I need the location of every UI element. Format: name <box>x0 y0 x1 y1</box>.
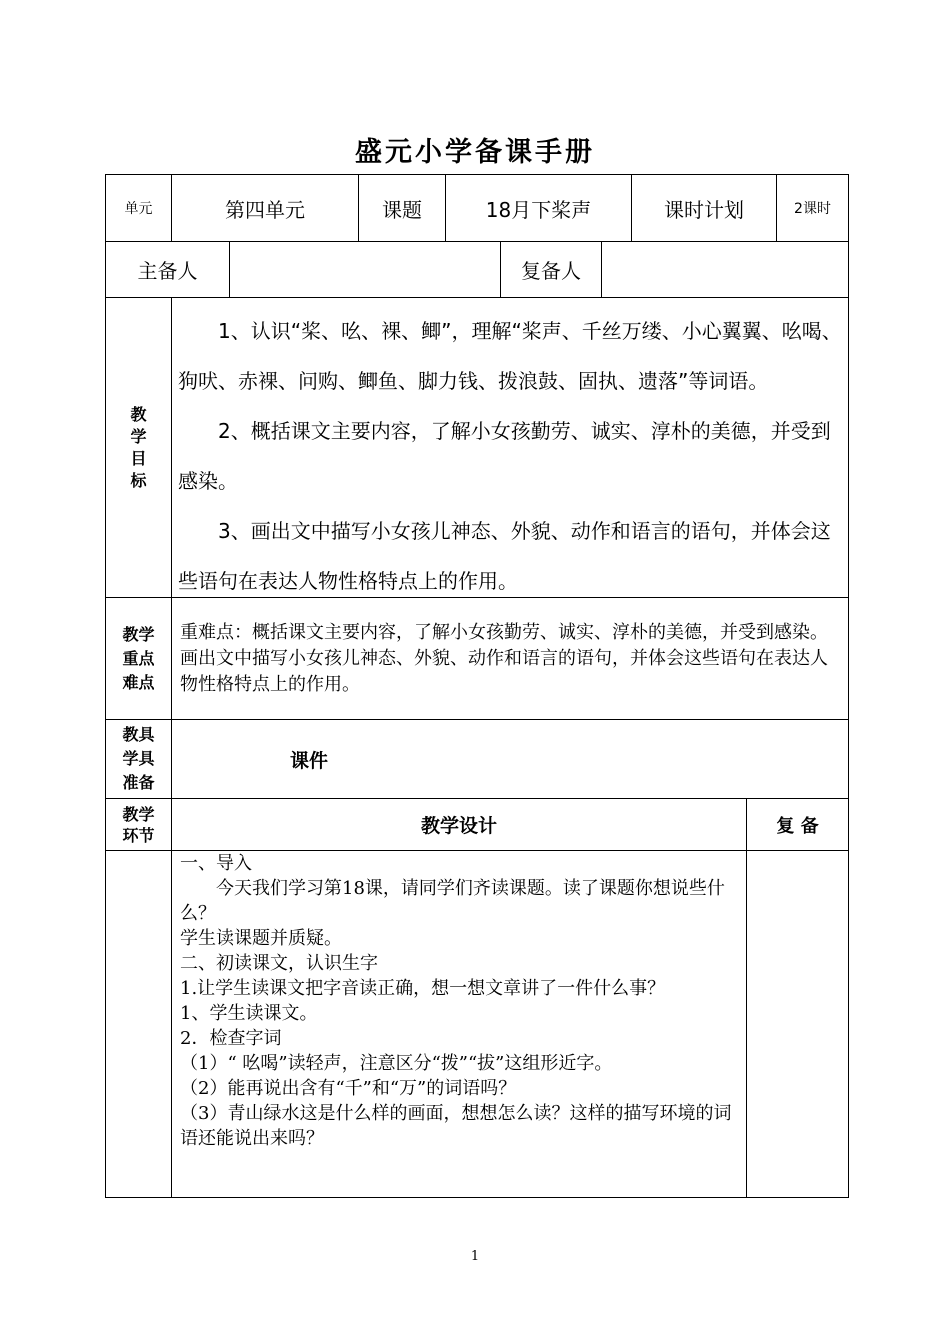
design-line: （3）青山绿水这是什么样的画面，想想怎么读？这样的描写环境的词语还能说出来吗？ <box>180 1103 732 1149</box>
design-line: 1、学生读课文。 <box>180 1003 318 1024</box>
design-stage-label-line: 教学 <box>122 804 155 824</box>
page-number: 1 <box>470 1249 480 1264</box>
topic-label: 课题 <box>359 175 446 241</box>
materials-label <box>106 720 172 798</box>
main-preparer-label: 主备人 <box>106 242 230 297</box>
design-line: （1）“ 吆喝”读轻声，注意区分“拨”“拔”这组形近字。 <box>180 1053 613 1074</box>
design-stage-cell <box>106 851 172 1197</box>
objectives-content <box>172 298 849 597</box>
objective-item: 1、认识“桨、吆、裸、鲫”，理解“桨声、千丝万缕、小心翼翼、吆喝、狗吠、赤裸、问购、鲫鱼、脚力钱、拨浪鼓、固执、遗落”等词语。 <box>178 319 842 393</box>
review-cell <box>747 851 849 1197</box>
key-points-label-line: 教学 <box>122 624 155 644</box>
design-stage-label-line: 环节 <box>122 825 155 845</box>
unit-value: 第四单元 <box>172 175 359 241</box>
design-header-row <box>105 798 849 850</box>
preparers-row <box>105 241 849 297</box>
objective-item: 2、概括课文主要内容，了解小女孩勤劳、诚实、淳朴的美德，并受到感染。 <box>178 419 831 493</box>
topic-value: 18月下桨声 <box>446 175 632 241</box>
design-line: 2．检查字词 <box>180 1028 282 1049</box>
objectives-row <box>105 297 849 597</box>
unit-label: 单元 <box>106 175 172 241</box>
key-points-text: 重难点：概括课文主要内容，了解小女孩勤劳、诚实、淳朴的美德，并受到感染。画出文中描写小女孩儿神态、外貌、动作和语言的语句，并体会这些语句在表达人物性格特点上的作用。 <box>172 598 849 719</box>
materials-label-line: 准备 <box>122 773 155 792</box>
review-title: 复 备 <box>747 799 849 850</box>
plan-value: 2课时 <box>777 175 849 241</box>
key-points-row <box>105 597 849 719</box>
design-stage-label <box>106 799 172 850</box>
objectives-label-char: 目 <box>130 448 147 468</box>
main-preparer-value <box>230 242 501 297</box>
key-points-label <box>106 598 172 719</box>
design-line: 一、导入 <box>180 853 252 874</box>
objectives-label <box>106 298 172 597</box>
objectives-label-char: 标 <box>130 470 147 490</box>
objectives-label-char: 教 <box>130 404 147 424</box>
page-title: 盛元小学备课手册 <box>355 137 595 168</box>
key-points-label-line: 难点 <box>122 672 155 692</box>
materials-label-line: 学具 <box>122 749 155 768</box>
materials-text: 课件 <box>172 720 849 798</box>
materials-row <box>105 719 849 798</box>
review-preparer-label: 复备人 <box>501 242 602 297</box>
objectives-label-char: 学 <box>130 426 147 446</box>
design-line: 二、初读课文，认识生字 <box>180 953 378 974</box>
design-line: 学生读课题并质疑。 <box>180 928 342 949</box>
design-content <box>172 851 747 1197</box>
materials-label-line: 教具 <box>122 725 155 744</box>
design-line: （2）能再说出含有“千”和“万”的词语吗？ <box>180 1078 517 1099</box>
design-title: 教学设计 <box>172 799 747 850</box>
key-points-label-line: 重点 <box>122 648 155 668</box>
design-content-row <box>105 850 849 1198</box>
design-line: 今天我们学习第18课，请同学们齐读课题。读了课题你想说些什么？ <box>180 878 725 924</box>
header-row <box>105 174 849 241</box>
objective-item: 3、画出文中描写小女孩儿神态、外貌、动作和语言的语句，并体会这些语句在表达人物性格特点上的作用。 <box>178 519 831 593</box>
design-line: 1.让学生读课文把字音读正确，想一想文章讲了一件什么事？ <box>180 978 666 999</box>
review-preparer-value <box>602 242 849 297</box>
plan-label: 课时计划 <box>632 175 777 241</box>
